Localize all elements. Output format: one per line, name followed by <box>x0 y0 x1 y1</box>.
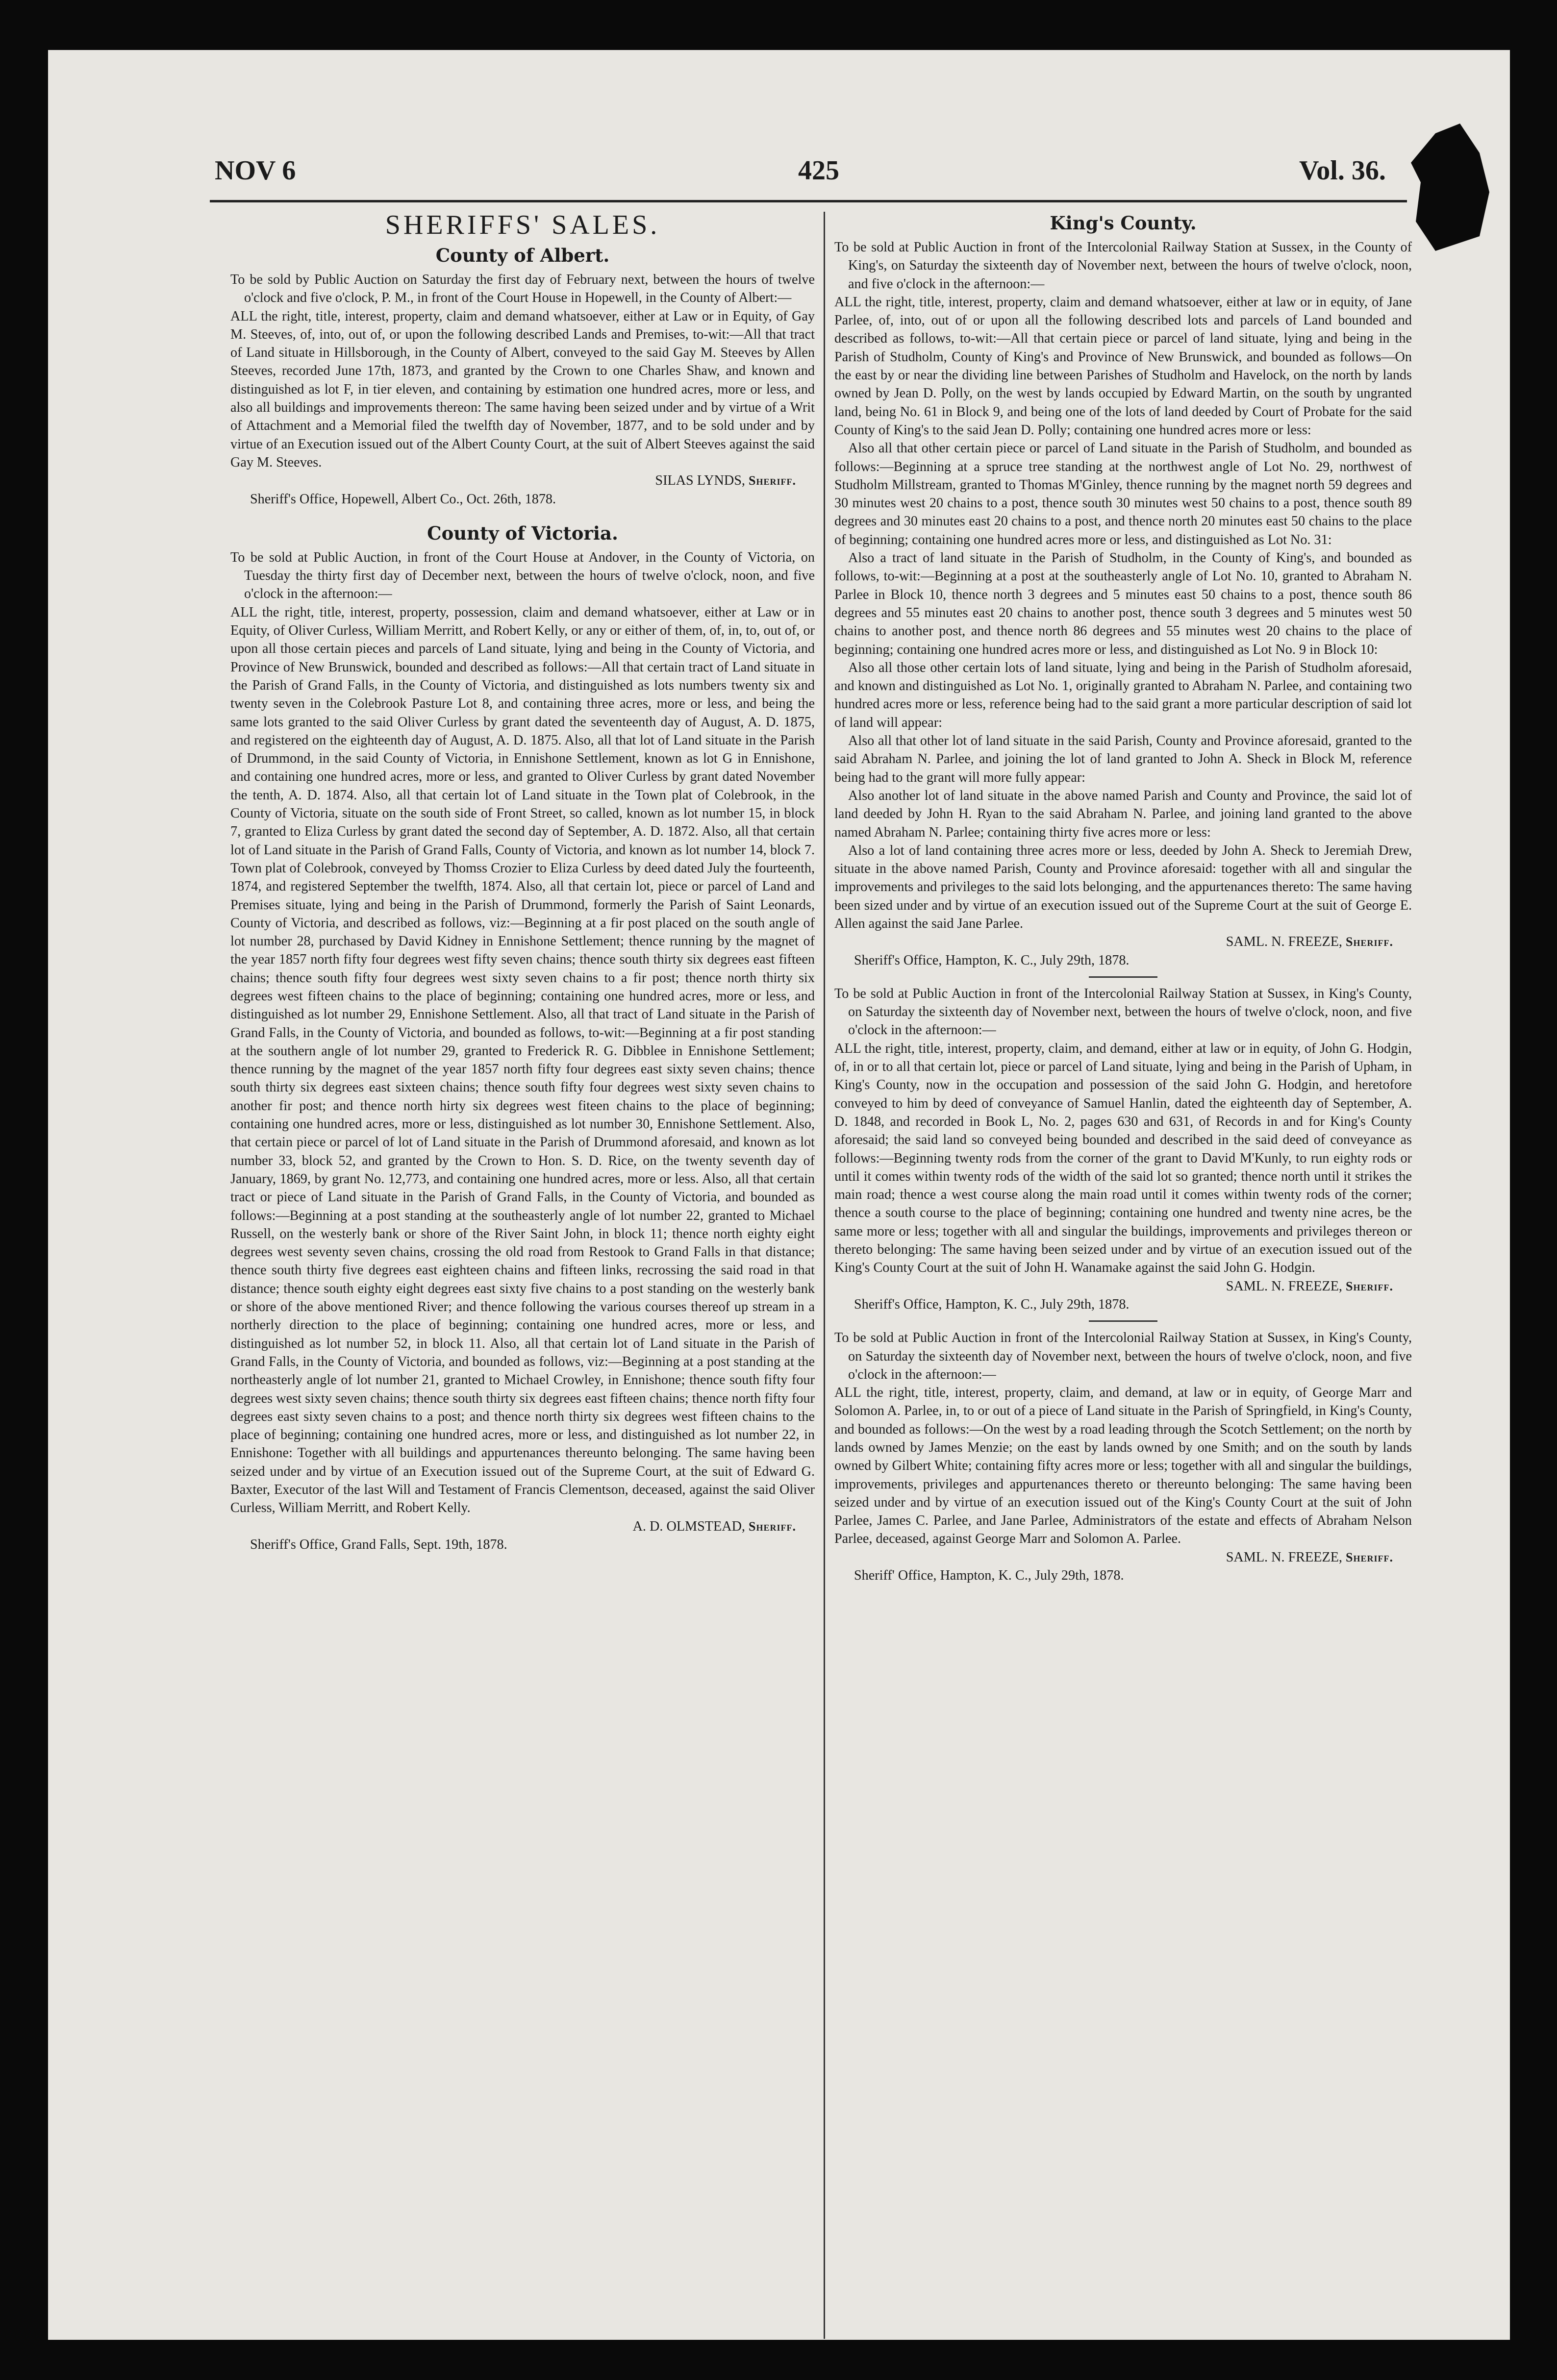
sale1-paragraph-4: Also all those other certain lots of land situate, lying and being in the Parish of Studholm aforesaid, and known and distinguished as Lot No. 1, originally granted to Abraham N. Parlee, and containing two hundred acres more or less, reference being had to the said grant a more particular description of said lot of land will appear: <box>834 660 1412 730</box>
victoria-role: Sheriff. <box>749 1519 796 1534</box>
sale3-office: Sheriff' Office, Hampton, K. C., July 29th, 1878. <box>854 1568 1124 1584</box>
albert-signature <box>230 471 815 490</box>
sale3-intro: To be sold at Public Auction in front of the Intercolonial Railway Station at Sussex, in King's County, on Saturday the sixteenth day of November next, between the hours of twelve o'clock, noon, and five o'clock in the afternoon:— <box>834 1330 1412 1382</box>
sale1-paragraph-3: Also a tract of land situate in the Parish of Studholm, in the County of King's, and bounded as follows, to-wit:—Beginning at a post at the southeasterly angle of Lot No. 10, granted to Abraham N. Parlee in Block 10, thence north 3 degrees and 5 minutes east 50 chains to a post, thence south 86 degrees and 55 minutes east 20 chains to another post, thence south 3 degrees and 5 minutes west 50 chains to another post, and thence north 86 degrees and 55 minutes west 20 chains to the place of beginning; containing one hundred acres more or less, and distinguished as Lot No. 9 in Block 10: <box>834 550 1412 657</box>
newspaper-page <box>48 50 1510 2340</box>
sale1-paragraph-7: Also a lot of land containing three acres more or less, deeded by John A. Sheck to Jeremiah Drew, situate in the above named Parish, County and Province aforesaid: together with all and singular the improvements and privileges to the said lots belonging, and the appurtenances thereto: The same having been sized under and by virtue of an execution issued out of the Supreme Court at the suit of George E. Allen against the said Jane Parlee. <box>834 843 1412 931</box>
sale1-intro: To be sold at Public Auction in front of the Intercolonial Railway Station at Sussex, in the County of King's, on Saturday the sixteenth day of November next, between the hours of twelve o'clock, noon, and five o'clock in the afternoon:— <box>834 240 1412 292</box>
albert-office: Sheriff's Office, Hopewell, Albert Co., Oct. 26th, 1878. <box>250 491 556 507</box>
sale1-role: Sheriff. <box>1346 935 1393 949</box>
separator-rule <box>1089 1320 1157 1322</box>
left-column <box>230 208 815 2345</box>
victoria-signer: A. D. OLMSTEAD, <box>632 1518 745 1534</box>
sale2-signer: SAML. N. FREEZE, <box>1226 1278 1342 1294</box>
victoria-signature <box>230 1517 815 1536</box>
sale1-signature <box>834 933 1412 951</box>
sale1-office: Sheriff's Office, Hampton, K. C., July 29th, 1878. <box>854 952 1130 968</box>
running-header <box>48 155 1510 194</box>
separator-rule <box>1089 976 1157 978</box>
sale3-role: Sheriff. <box>1346 1550 1393 1564</box>
sale1-paragraph-6: Also another lot of land situate in the above named Parish and County and Province, the said lot of land deeded by John H. Ryan to the said Abraham N. Parlee, and joining land granted to the above named Abraham N. Parlee; containing thirty five acres more or less: <box>834 788 1412 840</box>
sale1-paragraph-2: Also all that other certain piece or parcel of Land situate in the Parish of Studholm, and bounded as follows:—Beginning at a spruce tree standing at the northwest angle of Lot No. 29, northwest of Studholm Millstream, granted to Thomas M'Ginley, thence running by the magnet north 59 degrees and 30 minutes west 20 chains to a post, thence south 30 minutes west 50 chains to a post, thence south 89 degrees and 30 minutes east 20 chains to a post, and thence north 20 minutes east 50 chains to the place of beginning; containing one hundred acres more or less, and distinguished as Lot No. 31: <box>834 441 1412 547</box>
albert-body: ALL the right, title, interest, property, claim and demand whatsoever, either at Law or in Equity, of Gay M. Steeves, of, into, out of, or upon the following described Lands and Premises, to-wit:—All that tract of Land situate in Hillsborough, in the County of Albert, conveyed to the said Gay M. Steeves by Allen Steeves, recorded June 17th, 1873, and granted by the Crown to one Charles Shaw, and known and distinguished as lot F, in tier eleven, and containing by estimation one hundred acres, more or less, and also all buildings and improvements thereon: The same having been seized under and by virtue of a Writ of Attachment and a Memorial filed the twelfth day of November, 1877, and to be sold under and by virtue of an Execution issued out of the Albert County Court, at the suit of Albert Steeves against the said Gay M. Steeves. <box>230 308 815 470</box>
sale3-signer: SAML. N. FREEZE, <box>1226 1549 1342 1565</box>
sale1-body: ALL the right, title, interest, property, claim and demand whatsoever, either at law or in equity, of Jane Parlee, of, into, out of or upon all the following described lots and parcels of Land bounded and described as follows, to-wit:—All that certain piece or parcel of land situate, lying and being in the Parish of Studholm, County of King's and Province of New Brunswick, and bounded as follows—On the east by or near the dividing line between Parishes of Studholm and Havelock, on the north by lands owned by Jean D. Polly, on the west by lands occupied by Edward Martin, on the south by ungranted land, being No. 61 in Block 9, and being one of the lots of land deeded by Court of Probate for the said County of King's to the said Jean D. Polly; containing one hundred acres more or less: <box>834 294 1412 438</box>
section-title: SHERIFFS' SALES. <box>385 210 660 240</box>
sale2-role: Sheriff. <box>1346 1279 1393 1293</box>
sale1-paragraph-5: Also all that other lot of land situate in the said Parish, County and Province aforesaid, granted to the said Abraham N. Parlee, and joining the lot of land granted to John A. Sheck in Block M, reference being had to the grant will more fully appear: <box>834 733 1412 785</box>
albert-role: Sheriff. <box>749 473 796 488</box>
header-rule <box>210 200 1407 202</box>
sale2-intro: To be sold at Public Auction in front of the Intercolonial Railway Station at Sussex, in King's County, on Saturday the sixteenth day of November next, between the hours of twelve o'clock, noon, and five o'clock in the afternoon:— <box>834 986 1412 1038</box>
right-column <box>834 208 1412 2345</box>
victoria-intro: To be sold at Public Auction, in front of the Court House at Andover, in the County of Victoria, on Tuesday the thirty first day of December next, between the hours of twelve o'clock, noon, and five o'clock in the afternoon:— <box>230 549 815 602</box>
victoria-heading: County of Victoria. <box>427 522 618 544</box>
albert-signer: SILAS LYNDS, <box>655 473 745 489</box>
sale3-signature <box>834 1548 1412 1566</box>
sale2-office: Sheriff's Office, Hampton, K. C., July 29th, 1878. <box>854 1296 1130 1312</box>
header-date: NOV 6 <box>215 155 296 186</box>
sale2-signature <box>834 1277 1412 1295</box>
sale2-body: ALL the right, title, interest, property, claim, and demand, either at law or in equity, of John G. Hodgin, of, in or to all that certain lot, piece or parcel of Land situate, lying and being in the Parish of Upham, in King's County, now in the occupation and possession of the said John G. Hodgin, and heretofore conveyed to him by deed of conveyance of Samuel Hanlin, dated the eighteenth day of September, A. D. 1848, and recorded in Book L, No. 2, pages 630 and 631, of Records in and for King's County aforesaid; the said land so conveyed being bounded and described in the said deed of conveyance as follows:—Beginning twenty rods from the corner of the grant to David M'Kunly, to run eighty rods or until it comes within twenty rods of the width of the said lot so granted; thence north until it strikes the main road; thence a west course along the main road until it comes within twenty rods of the corner; thence a south course to the place of beginning; containing one hundred and twenty nine acres, be the same more or less; together with all and singular the buildings, improvements and privileges thereon or thereto belonging: The same having been seized under and by virtue of an execution issued out of the King's County Court at the suit of John H. Wanamake against the said John G. Hodgin. <box>834 1041 1412 1276</box>
column-rule <box>824 212 825 2339</box>
victoria-body: ALL the right, title, interest, property, possession, claim and demand whatsoever, either at Law or in Equity, of Oliver Curless, William Merritt, and Robert Kelly, or any or either of them, of, in, to, out of, or upon all those certain pieces and parcels of Land situate, lying and being in the County of Victoria, and Province of New Brunswick, bounded and described as follows:—All that certain tract of Land situate in the Parish of Grand Falls, in the County of Victoria, and distinguished as lots numbers twenty six and twenty seven in the Colebrook Pasture Lot 8, and containing three acres, more or less, and being the same lots granted to the said Oliver Curless by grant dated the seventeenth day of August, A. D. 1875, and registered on the eighteenth day of August, A. D. 1875. Also, all that lot of Land situate in the Parish of Drummond, in the said County of Victoria, in Ennishone Settlement, known as lot G in Ennishone, and containing one hundred acres, more or less, and granted to Oliver Curless by grant dated November the tenth, A. D. 1874. Also, all that certain lot of Land situate in the Town plat of Colebrook, in the County of Victoria, situate on the south side of Front Street, so called, known as lot number 15, in block 7, granted to Eliza Curless by grant dated the second day of September, A. D. 1872. Also, all that certain lot of Land situate in the Parish of Grand Falls, County of Victoria, and known as lot number 14, block 7. Town plat of Colebrook, conveyed by Thomss Crozier to Eliza Curless by deed dated July the fourteenth, 1874, and registered September the twelfth, 1874. Also, all that certain lot, piece or parcel of Land and Premises situate, lying and being in the Parish of Drummond, formerly the Parish of Saint Leonards, County of Victoria, and described as follows, viz:—Beginning at a fir post placed on the south angle of lot number 28, purchased by David Kidney in Ennishone Settlement; thence running by the magnet of the year 1857 north fifty four degrees west fifty seven chains; thence south thirty six degrees east fifteen chains; thence south fifty four degrees west sixty seven chains to a fir post; thence north thirty six degrees west fifteen chains to the place of beginning; containing one hundred acres, more or less, and distinguished as lot number 29, Ennishone Settlement. Also, all that tract of Land situate in the Parish of Grand Falls, in the County of Victoria, and bounded as follows, to-wit:—Beginning at a fir post standing at the southern angle of lot number 29, granted to Frederick R. G. Dibblee in Ennishone Settlement; thence running by the magnet of the year 1857 north fifty four degrees east sixty seven chains; thence south thirty six degrees east sixteen chains; thence south fifty four degrees west sixty seven chains to another fir post; and thence north hirty six degrees west fiteen chains to the place of beginning; containing one hundred acres, more or less, distinguished as lot number 30, Ennishone Settlement. Also, that certain piece or parcel of lot of Land situate in the Parish of Drummond aforesaid, and known as lot number 33, block 52, and granted by the Crown to Hon. S. D. Rice, on the twenty seventh day of January, 1869, by grant No. 12,773, and containing one hundred acres, more or less. Also, all that certain tract or piece of Land situate in the Parish of Grand Falls, in the County of Victoria, and bounded as follows:—Beginning at a post standing at the southeasterly angle of lot number 22, granted to Michael Russell, on the westerly bank or shore of the River Saint John, in block 11; thence north eighty eight degrees west seventy seven chains, crossing the old road from Restook to Grand Falls in that distance; thence south thirty five degrees east eighteen chains and fifteen links, recrossing the said road in that distance; thence south eighty eight degrees east sixty five chains to a post standing on the westerly bank or shore of the above mentioned River; and thence following the various courses thereof up stream in a northerly direction to the place of beginning; containing one hundred acres, more or less, and distinguished as lot number 52, in block 11. Also, all that certain lot of Land situate in the Parish of Grand Falls, in the County of Victoria, and bounded as follows, viz:—Beginning at a post standing at the northeasterly angle of lot number 21, granted to Michael Crowley, in Ennishone; thence south fifty four degrees west sixty seven chains; thence south thirty six degrees east fifteen chains; thence north fifty four degrees east sixty seven chains to a post; and thence north thirty six degrees west fifteen chains to the place of beginning; containing one hundred acres, more or less, and distinguished as lot number 22, in Ennishone: Together with all buildings and appurtenances thereunto belonging. The same having been seized under and by virtue of an Execution issued out of the Supreme Court, at the suit of Edward G. Baxter, Executor of the last Will and Testament of Francis Clementson, deceased, against the said Oliver Curless, William Merritt, and Robert Kelly. <box>230 604 815 1516</box>
header-page-number: 425 <box>798 155 839 186</box>
sale1-signer: SAML. N. FREEZE, <box>1226 934 1342 950</box>
victoria-office: Sheriff's Office, Grand Falls, Sept. 19th, 1878. <box>250 1537 507 1552</box>
sale3-body: ALL the right, title, interest, property, claim, and demand, at law or in equity, of George Marr and Solomon A. Parlee, in, to or out of a piece of Land situate in the Parish of Springfield, in King's County, and bounded as follows:—On the west by a road leading through the Scotch Settlement; on the north by lands owned by James Menzie; on the east by lands owned by one Smith; and on the south by lands owned by Gilbert White; containing fifty acres more or less; together with all and singular the buildings, improvements, privileges and appurtenances thereto or thereunto belonging: The same having been seized under and by virtue of an execution issued out of the King's County Court at the suit of John Parlee, James C. Parlee, and Jane Parlee, Administrators of the estate and effects of Abraham Nelson Parlee, deceased, against George Marr and Solomon A. Parlee. <box>834 1385 1412 1547</box>
kings-heading: King's County. <box>1050 212 1197 234</box>
albert-intro: To be sold by Public Auction on Saturday the first day of February next, between the hours of twelve o'clock and five o'clock, P. M., in front of the Court House in Hopewell, in the County of Albert:— <box>230 272 815 306</box>
albert-heading: County of Albert. <box>435 245 610 266</box>
header-volume: Vol. 36. <box>1299 155 1386 186</box>
